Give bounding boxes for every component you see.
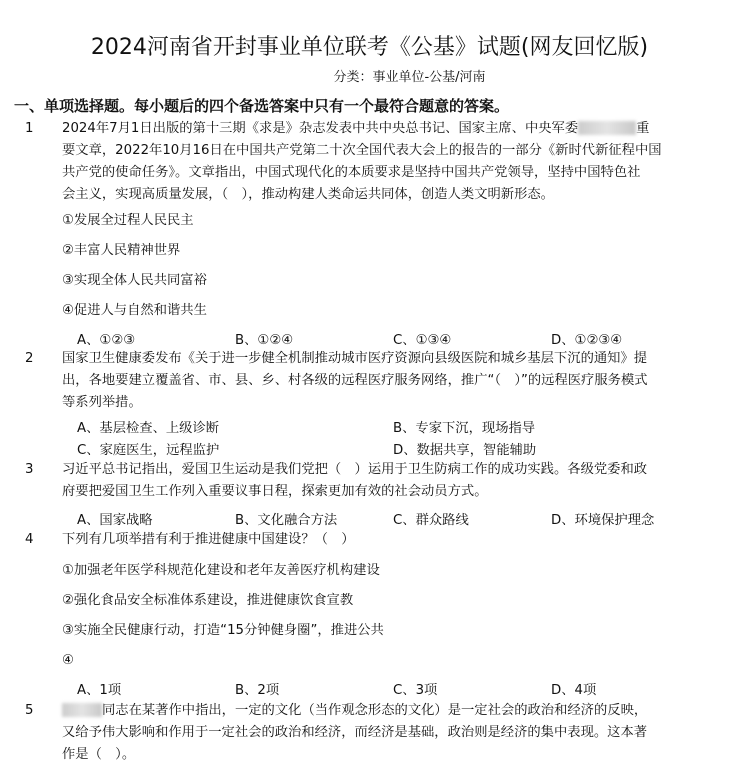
option-b: B、专家下沉，现场指导 — [393, 421, 536, 436]
question-line: 出，各地要建立覆盖省、市、县、乡、村各级的远程医疗服务网络，推广“（ ）”的远程医疗服务模式 — [62, 373, 648, 388]
section-heading: 一、单项选择题。每小题后的四个备选答案中只有一个最符合题意的答案。 — [14, 97, 510, 115]
option-a: A、国家战略 — [77, 513, 153, 528]
question-line — [62, 118, 649, 140]
statement-item: ④ — [62, 653, 74, 668]
question-line: 等系列举措。 — [62, 395, 142, 410]
question-number: 4 — [25, 532, 34, 547]
statement-item: ②强化食品安全标准体系建设，推进健康饮食宣教 — [62, 593, 354, 608]
question-line: 会主义，实现高质量发展，（ ），推动构建人类命运共同体，创造人类文明新形态。 — [62, 187, 554, 202]
statement-item: ④促进人与自然和谐共生 — [62, 303, 207, 318]
option-b: B、2项 — [235, 683, 280, 698]
redacted-blur — [578, 121, 636, 135]
option-b: B、①②④ — [235, 333, 294, 348]
question-line: 共产党的使命任务》。文章指出，中国式现代化的本质要求是坚持中国共产党领导，坚持中国特色社 — [62, 165, 641, 180]
question-text: 同志在某著作中指出，一定的文化（当作观念形态的文化）是一定社会的政治和经济的反映， — [102, 703, 648, 718]
question-line: 府要把爱国卫生工作列入重要议事日程，探索更加有效的社会动员方式。 — [62, 484, 488, 499]
option-a: A、基层检查、上级诊断 — [77, 421, 220, 436]
option-d: D、4项 — [551, 683, 597, 698]
option-c: C、3项 — [393, 683, 438, 698]
question-line: 国家卫生健康委发布《关于进一步健全机制推动城市医疗资源向县级医院和城乡基层下沉的通知》提 — [62, 351, 648, 366]
question-line: 又给予伟大影响和作用于一定社会的政治和经济，而经济是基础，政治则是经济的集中表现。这本著 — [62, 725, 648, 740]
question-number: 1 — [25, 121, 34, 136]
option-d: D、环境保护理念 — [551, 513, 655, 528]
option-a: A、1项 — [77, 683, 122, 698]
question-number: 5 — [25, 703, 34, 718]
option-c: C、①③④ — [393, 333, 452, 348]
option-b: B、文化融合方法 — [235, 513, 338, 528]
question-number: 3 — [25, 462, 34, 477]
page-title: 2024河南省开封事业单位联考《公基》试题(网友回忆版) — [90, 35, 649, 60]
question-text: 重 — [636, 121, 650, 136]
question-number: 2 — [25, 351, 34, 366]
question-line: 作是（ ）。 — [62, 747, 136, 762]
option-c: C、群众路线 — [393, 513, 469, 528]
option-c: C、家庭医生，远程监护 — [77, 443, 220, 458]
option-d: D、数据共享，智能辅助 — [393, 443, 537, 458]
statement-item: ①发展全过程人民民主 — [62, 213, 194, 228]
option-a: A、①②③ — [77, 333, 136, 348]
question-line: 下列有几项举措有利于推进健康中国建设？（ ） — [62, 532, 355, 547]
question-text: 2024年7月1日出版的第十三期《求是》杂志发表中共中央总书记、国家主席、中央军委 — [62, 121, 579, 136]
statement-item: ③实施全民健康行动，打造“15分钟健身圈”，推进公共 — [62, 623, 384, 638]
option-d: D、①②③④ — [551, 333, 623, 348]
statement-item: ③实现全体人民共同富裕 — [62, 273, 207, 288]
statement-item: ②丰富人民精神世界 — [62, 243, 181, 258]
question-line — [62, 700, 647, 722]
question-line: 要文章，2022年10月16日在中国共产党第二十次全国代表大会上的报告的一部分《新时代新征程中国 — [62, 143, 662, 158]
redacted-blur — [62, 703, 102, 717]
question-line: 习近平总书记指出，爱国卫生运动是我们党把（ ）运用于卫生防病工作的成功实践。各级党委和政 — [62, 462, 648, 477]
statement-item: ①加强老年医学科规范化建设和老年友善医疗机构建设 — [62, 563, 380, 578]
category-label: 分类：事业单位-公基/河南 — [333, 70, 486, 85]
